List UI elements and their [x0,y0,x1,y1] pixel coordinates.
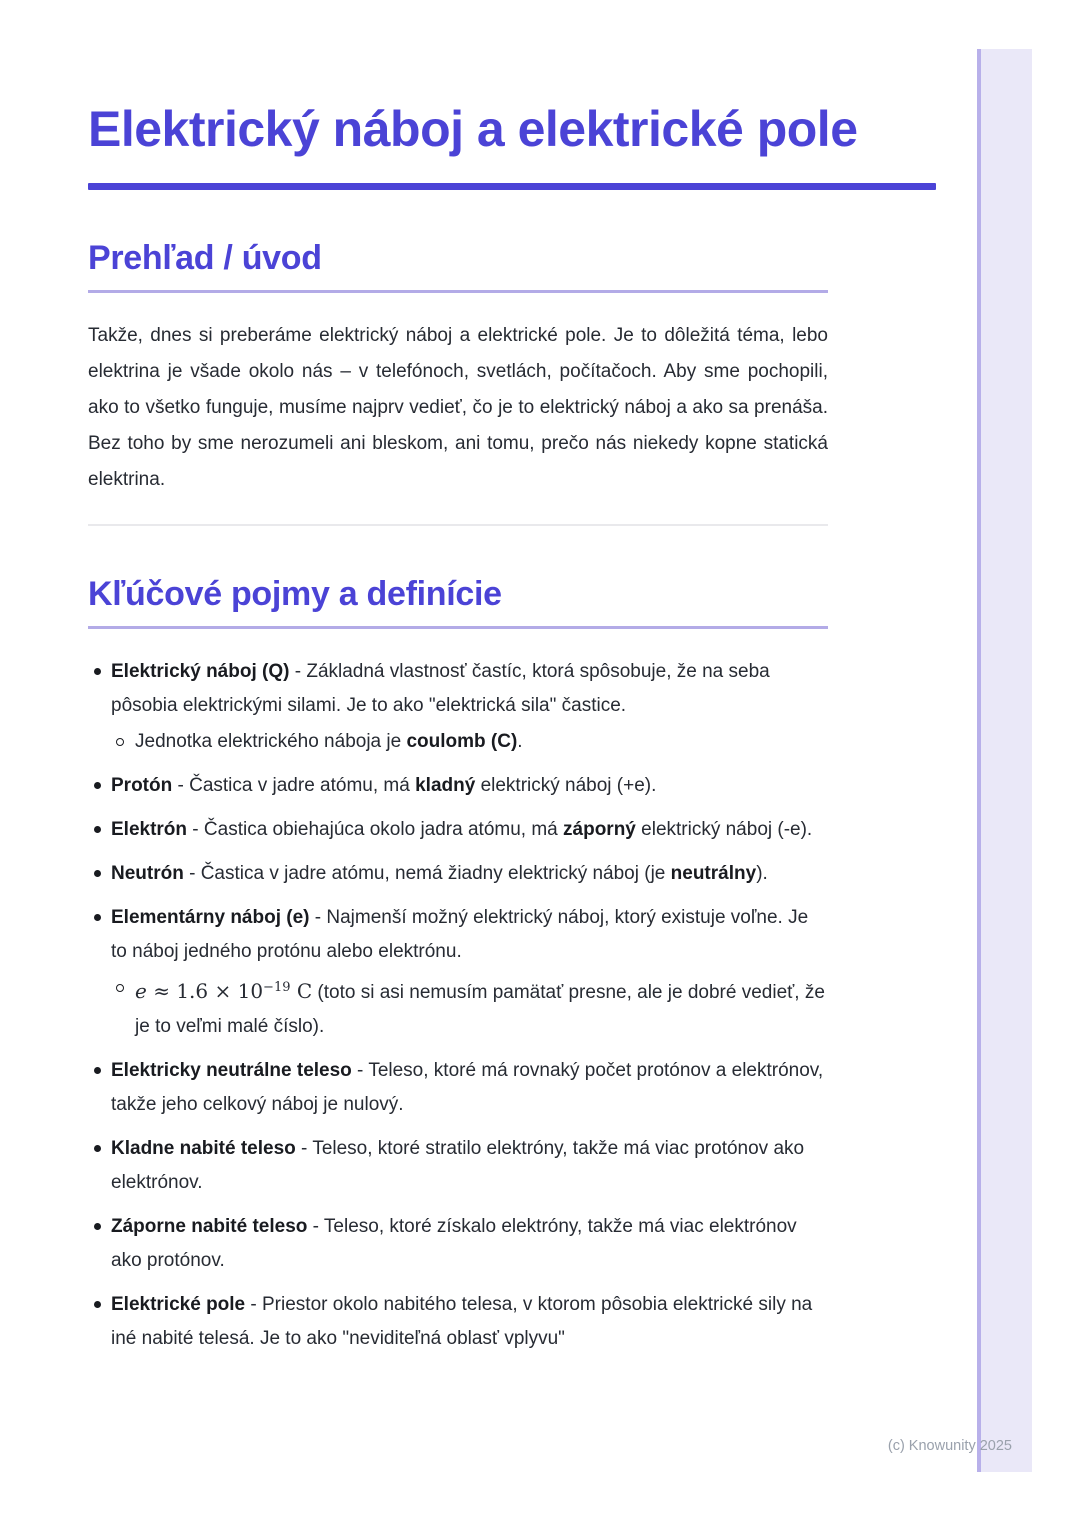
section-key-terms [88,574,828,1356]
text-segment: - Častica obiehajúca okolo jadra atómu, má [187,819,564,840]
text-segment: záporný [563,819,636,840]
title-divider-rule [88,183,936,190]
sub-definition-item [111,725,828,759]
text-segment: (toto si asi nemusím pamätať presne, ale je dobré vedieť, že je to veľmi malé číslo). [135,982,825,1037]
text-segment: elektrický náboj (+e). [475,775,657,796]
text-segment: - Častica v jadre atómu, nemá žiadny elektrický náboj (je [183,863,671,884]
text-segment: - Základná vlastnosť častíc, ktorá spôsobuje, že na seba pôsobia elektrickými silami. Je to ako "elektrická sila" častice. [111,661,770,716]
text-segment: - Teleso, ktoré stratilo elektróny, takže má viac protónov ako elektrónov. [111,1138,805,1193]
text-segment: - Priestor okolo nabitého telesa, v ktorom pôsobia elektrické sily na iné nabité telesá. Je to ako "neviditeľná oblasť vplyvu" [111,1294,813,1349]
text-segment: - Častica v jadre atómu, má [172,775,416,796]
heading-underline [88,290,828,293]
text-segment: - Najmenší možný elektrický náboj, ktorý existuje voľne. Je to náboj jedného protónu alebo elektrónu. [111,907,809,962]
sub-definition-item [111,971,828,1044]
definition-item [88,1210,828,1278]
definition-item [88,901,828,1044]
text-segment: Neutrón [111,863,184,884]
text-segment: neutrálny [670,863,757,884]
definition-item [88,655,828,759]
text-segment: kladný [415,775,476,796]
text-segment: Záporne nabité teleso [111,1216,308,1237]
text-segment: - Teleso, ktoré získalo elektróny, takže má viac elektrónov ako protónov. [111,1216,797,1271]
document-content [88,0,858,1366]
text-segment: Protón [111,775,173,796]
copyright-note: (c) Knowunity 2025 [887,1438,1012,1454]
text-segment: coulomb (C) [406,731,518,752]
text-segment: - Teleso, ktoré má rovnaký počet protónov a elektrónov, takže jeho celkový náboj je nulový. [111,1060,824,1115]
text-segment: e [135,979,147,1003]
text-segment: ≈ 1.6 × 10 [146,979,264,1003]
text-segment: Kladne nabité teleso [111,1138,296,1159]
definition-item [88,1132,828,1200]
text-segment: Elektrón [111,819,188,840]
section-intro-heading: Prehľad / úvod [88,239,322,277]
definition-item [88,1288,828,1356]
text-segment: ). [756,863,768,884]
text-segment: −19 [263,980,291,995]
sub-definition-list [111,725,828,759]
section-key-terms-heading: Kľúčové pojmy a definície [88,575,502,613]
sub-definition-list [111,971,828,1044]
text-segment: Elektrický náboj (Q) [111,661,290,682]
definition-item [88,857,828,891]
text-segment: C [290,979,313,1003]
text-segment: elektrický náboj (-e). [635,819,813,840]
page-title: Elektrický náboj a elektrické pole [88,101,858,157]
text-segment: . [517,731,523,752]
section-intro [88,238,828,498]
text-segment: Elektricky neutrálne teleso [111,1060,352,1081]
definition-item [88,769,828,803]
text-segment: Jednotka elektrického náboja je [135,731,407,752]
page-edge-strip [977,49,1032,1472]
definition-item [88,1054,828,1122]
section-divider [88,524,828,526]
definition-item [88,813,828,847]
heading-underline [88,626,828,629]
text-segment: Elementárny náboj (e) [111,907,310,928]
definitions-list [88,655,828,1356]
text-segment: Elektrické pole [111,1294,246,1315]
intro-paragraph: Takže, dnes si preberáme elektrický náboj a elektrické pole. Je to dôležitá téma, lebo elektrina je všade okolo nás – v telefónoch, svetlách, počítačoch. Aby sme pochopili, ako to všetko funguje, musíme najprv vedieť, čo je to elektrický náboj a ako sa prenáša. Bez toho by sme nerozumeli ani bleskom, ani tomu, prečo nás niekedy kopne statická elektrina. [88,325,828,490]
